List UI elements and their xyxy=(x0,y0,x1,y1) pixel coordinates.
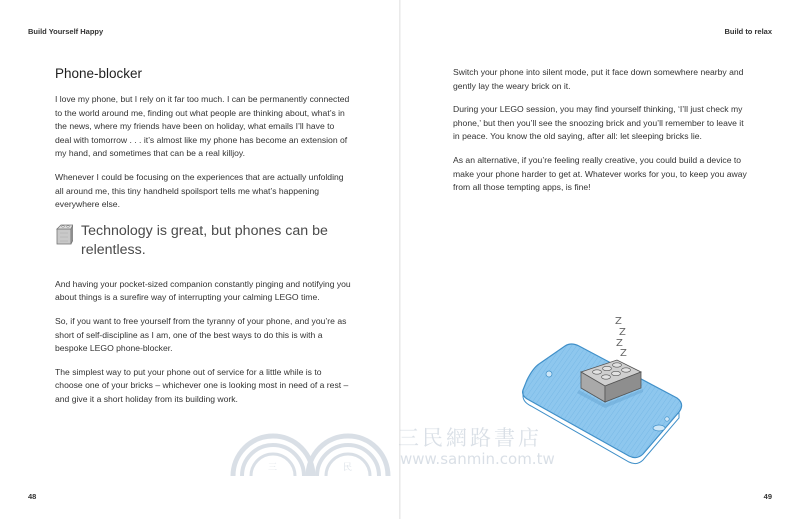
page-number-right: 49 xyxy=(763,492,772,501)
paragraph: Whenever I could be focusing on the experiences that are actually unfolding all around me, this tiny handheld spoilsport tells me what’s happening everywhere else. xyxy=(55,171,344,210)
paragraph: I love my phone, but I rely on it far too much. I can be permanently connected to the world around me, finding out what people are thinking about, what’s in the news, where my friends have been on holiday, what emails I’ll have to deal with tomorrow . . . it’s almost like my phone has become an extension of my hand, and sometimes that can be a real killjoy. xyxy=(55,94,350,159)
paragraph: Switch your phone into silent mode, put it face down somewhere nearby and gently lay the weary brick on it. xyxy=(453,67,744,91)
logo-char: 三 xyxy=(268,463,278,473)
logo-char: 民 xyxy=(343,463,353,473)
pullquote-text: Technology is great, but phones can be relentless. xyxy=(81,222,328,258)
running-head-left: Build Yourself Happy xyxy=(28,27,104,36)
pullquote xyxy=(55,222,351,260)
snore-z: Z xyxy=(615,316,622,327)
running-head-right: Build to relax xyxy=(724,27,772,36)
right-page xyxy=(453,66,749,205)
snore-z: Z xyxy=(620,348,627,359)
paragraph: And having your pocket-sized companion constantly pinging and notifying you about things is a surefire way of interrupting your calming LEGO time. xyxy=(55,278,351,303)
paragraph: So, if you want to free yourself from the tyranny of your phone, and you’re as short of self-discipline as I am, one of the best ways to do this is with a bespoke LEGO phone-blocker. xyxy=(55,315,347,354)
page-number-left: 48 xyxy=(28,492,37,501)
section-title: Phone-blocker xyxy=(55,66,143,81)
left-page xyxy=(55,66,351,417)
snore-z: Z xyxy=(616,338,623,349)
publisher-watermark xyxy=(228,418,608,478)
watermark-chinese-name: 三民網路書店 xyxy=(398,426,542,450)
lego-brick-icon xyxy=(55,223,73,245)
paragraph: The simplest way to put your phone out of service for a little while is to choose one of your bricks – whichever one is looking most in need of a rest – and give it a short holiday from its building work. xyxy=(55,366,349,404)
watermark-url: www.sanmin.com.tw xyxy=(400,450,555,468)
paragraph: As an alternative, if you’re feeling really creative, you could build a device to make your phone harder to get at. Whatever works for you, to keep you away from all those tempting apps, is fine! xyxy=(453,154,747,193)
snore-z: Z xyxy=(619,327,626,338)
rainbow-logo-icon xyxy=(228,418,398,478)
paragraph: During your LEGO session, you may find yourself thinking, ‘I’ll just check my phone,’ but then you’ll see the snoozing brick and you’ll remember to leave it in peace. You know the old saying, after all: let sleeping bricks lie. xyxy=(453,104,744,142)
